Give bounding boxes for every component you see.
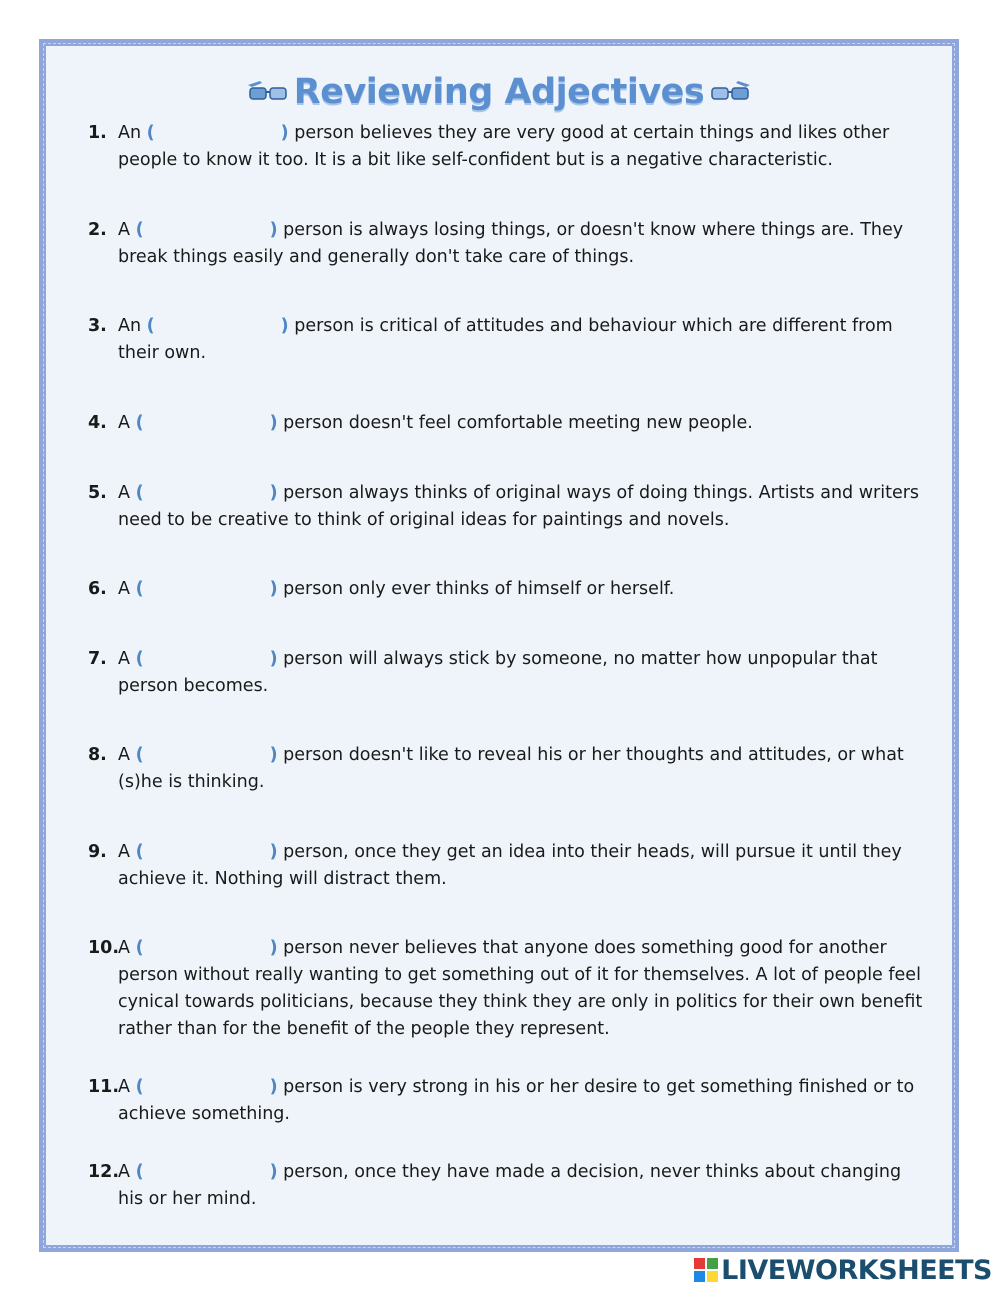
- question-body: [118, 646, 928, 700]
- open-paren: (: [135, 1162, 144, 1182]
- question-item: [88, 576, 928, 603]
- question-number: 6.: [88, 579, 107, 599]
- 3d-glasses-icon: [246, 79, 290, 105]
- liveworksheets-logo-icon: [693, 1257, 719, 1283]
- close-paren: ): [269, 579, 278, 599]
- question-item: [88, 313, 928, 367]
- question-text: person is very strong in his or her desire to get something finished or to achieve something.: [118, 1077, 915, 1124]
- question-text: person doesn't like to reveal his or her thoughts and attitudes, or what (s)he is thinking.: [118, 745, 904, 792]
- question-body: [118, 410, 928, 437]
- question-body: [118, 742, 928, 796]
- question-item: [88, 935, 928, 1043]
- article: An: [118, 316, 142, 336]
- article: A: [118, 1077, 130, 1097]
- close-paren: ): [269, 745, 278, 765]
- question-body: [118, 313, 928, 367]
- open-paren: (: [135, 649, 144, 669]
- footer-brand-text: LIVEWORKSHEETS: [721, 1254, 992, 1286]
- question-item: [88, 120, 928, 174]
- question-text: person believes they are very good at certain things and likes other people to know it too. It is a bit like self-confident but is a negative characteristic.: [118, 123, 890, 170]
- question-body: [118, 217, 928, 271]
- question-text: person doesn't feel comfortable meeting new people.: [283, 413, 753, 433]
- question-number: 4.: [88, 413, 107, 433]
- article: An: [118, 123, 142, 143]
- close-paren: ): [269, 649, 278, 669]
- close-paren: ): [269, 1162, 278, 1182]
- open-paren: (: [135, 413, 144, 433]
- open-paren: (: [135, 745, 144, 765]
- question-body: [118, 120, 928, 174]
- question-item: [88, 410, 928, 437]
- close-paren: ): [269, 483, 278, 503]
- question-number: 1.: [88, 123, 107, 143]
- question-body: [118, 839, 928, 893]
- close-paren: ): [269, 938, 278, 958]
- question-text: person never believes that anyone does something good for another person without really wanting to get something out of it for themselves. A lot of people feel cynical towards politicians, because they think they are only in politics for their own benefit rather than for the benefit of the people they represent.: [118, 938, 923, 1039]
- question-item: [88, 742, 928, 796]
- question-item: [88, 839, 928, 893]
- question-text: person, once they have made a decision, never thinks about changing his or her mind.: [118, 1162, 902, 1209]
- article: A: [118, 842, 130, 862]
- question-item: [88, 646, 928, 700]
- worksheet: [39, 39, 959, 1252]
- question-body: [118, 1074, 928, 1128]
- question-number: 5.: [88, 483, 107, 503]
- close-paren: ): [269, 220, 278, 240]
- question-number: 7.: [88, 649, 107, 669]
- question-number: 10.: [88, 938, 120, 958]
- article: A: [118, 220, 130, 240]
- question-text: person is critical of attitudes and behaviour which are different from their own.: [118, 316, 893, 363]
- question-text: person only ever thinks of himself or herself.: [283, 579, 675, 599]
- 3d-glasses-icon: [708, 79, 752, 105]
- question-body: [118, 576, 928, 603]
- article: A: [118, 649, 130, 669]
- close-paren: ): [280, 316, 289, 336]
- question-item: [88, 1074, 928, 1128]
- open-paren: (: [135, 579, 144, 599]
- open-paren: (: [135, 938, 144, 958]
- close-paren: ): [280, 123, 289, 143]
- question-item: [88, 1159, 928, 1213]
- close-paren: ): [269, 413, 278, 433]
- footer-brand[interactable]: [693, 1253, 992, 1287]
- open-paren: (: [146, 316, 155, 336]
- open-paren: (: [135, 220, 144, 240]
- open-paren: (: [135, 842, 144, 862]
- question-text: person is always losing things, or doesn't know where things are. They break things easily and generally don't take care of things.: [118, 220, 904, 267]
- question-number: 2.: [88, 220, 107, 240]
- question-body: [118, 935, 928, 1043]
- close-paren: ): [269, 1077, 278, 1097]
- question-number: 12.: [88, 1162, 120, 1182]
- open-paren: (: [135, 1077, 144, 1097]
- question-item: [88, 480, 928, 534]
- question-number: 9.: [88, 842, 107, 862]
- open-paren: (: [146, 123, 155, 143]
- question-item: [88, 217, 928, 271]
- article: A: [118, 1162, 130, 1182]
- question-number: 11.: [88, 1077, 120, 1097]
- question-text: person, once they get an idea into their heads, will pursue it until they achieve it. Nothing will distract them.: [118, 842, 902, 889]
- question-body: [118, 480, 928, 534]
- open-paren: (: [135, 483, 144, 503]
- article: A: [118, 579, 130, 599]
- article: A: [118, 413, 130, 433]
- question-body: [118, 1159, 928, 1213]
- article: A: [118, 483, 130, 503]
- question-text: person always thinks of original ways of doing things. Artists and writers need to be creative to think of original ideas for paintings and novels.: [118, 483, 920, 530]
- title-row: [46, 68, 952, 116]
- article: A: [118, 745, 130, 765]
- question-number: 8.: [88, 745, 107, 765]
- question-number: 3.: [88, 316, 107, 336]
- article: A: [118, 938, 130, 958]
- close-paren: ): [269, 842, 278, 862]
- question-text: person will always stick by someone, no matter how unpopular that person becomes.: [118, 649, 878, 696]
- page-title: Reviewing Adjectives: [293, 72, 705, 112]
